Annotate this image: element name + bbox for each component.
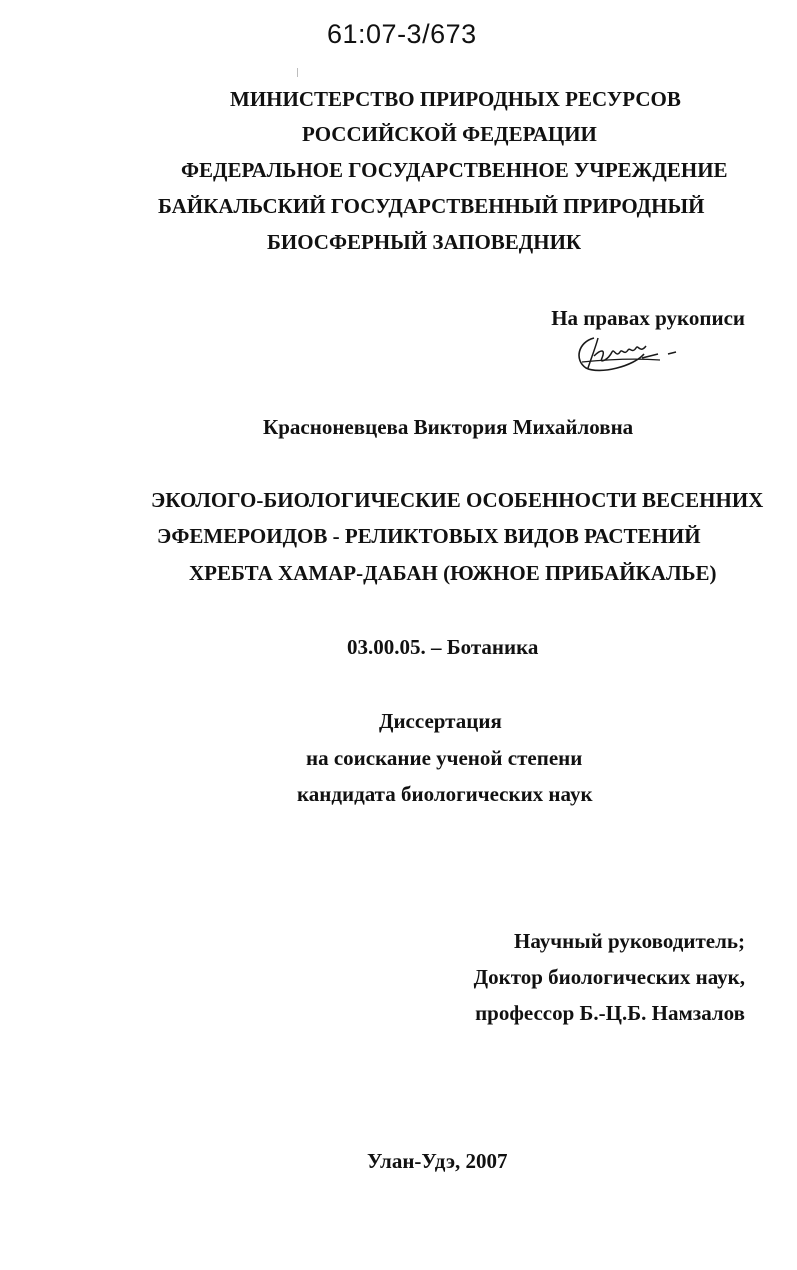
header-line-institution: ФЕДЕРАЛЬНОЕ ГОСУДАРСТВЕННОЕ УЧРЕЖДЕНИЕ: [181, 158, 728, 182]
header-line-reserve-type: БИОСФЕРНЫЙ ЗАПОВЕДНИК: [267, 230, 582, 254]
manuscript-note: На правах рукописи: [551, 306, 745, 330]
advisor-label: Научный руководитель;: [514, 929, 745, 953]
author-name: Красноневцева Виктория Михайловна: [263, 415, 634, 439]
degree-name: кандидата биологических наук: [297, 782, 593, 806]
advisor-degree: Доктор биологических наук,: [473, 965, 745, 989]
specialty-code: 03.00.05. – Ботаника: [347, 635, 539, 659]
advisor-name: профессор Б.-Ц.Б. Намзалов: [475, 1001, 745, 1025]
header-line-ministry: МИНИСТЕРСТВО ПРИРОДНЫХ РЕСУРСОВ: [230, 87, 681, 111]
place-year: Улан-Удэ, 2007: [367, 1149, 508, 1173]
title-line-1: ЭКОЛОГО-БИОЛОГИЧЕСКИЕ ОСОБЕННОСТИ ВЕСЕННИХ: [151, 488, 764, 512]
signature-icon: [572, 330, 682, 376]
title-line-2: ЭФЕМЕРОИДОВ - РЕЛИКТОВЫХ ВИДОВ РАСТЕНИЙ: [157, 524, 701, 548]
degree-type: Диссертация: [379, 709, 502, 733]
header-line-federation: РОССИЙСКОЙ ФЕДЕРАЦИИ: [302, 122, 597, 146]
registry-number: 61:07-3/673: [327, 19, 477, 49]
header-line-reserve-name: БАЙКАЛЬСКИЙ ГОСУДАРСТВЕННЫЙ ПРИРОДНЫЙ: [158, 194, 705, 218]
degree-purpose: на соискание ученой степени: [306, 746, 583, 770]
title-line-3: ХРЕБТА ХАМАР-ДАБАН (ЮЖНОЕ ПРИБАЙКАЛЬЕ): [189, 561, 717, 585]
scan-mark: [297, 68, 298, 77]
